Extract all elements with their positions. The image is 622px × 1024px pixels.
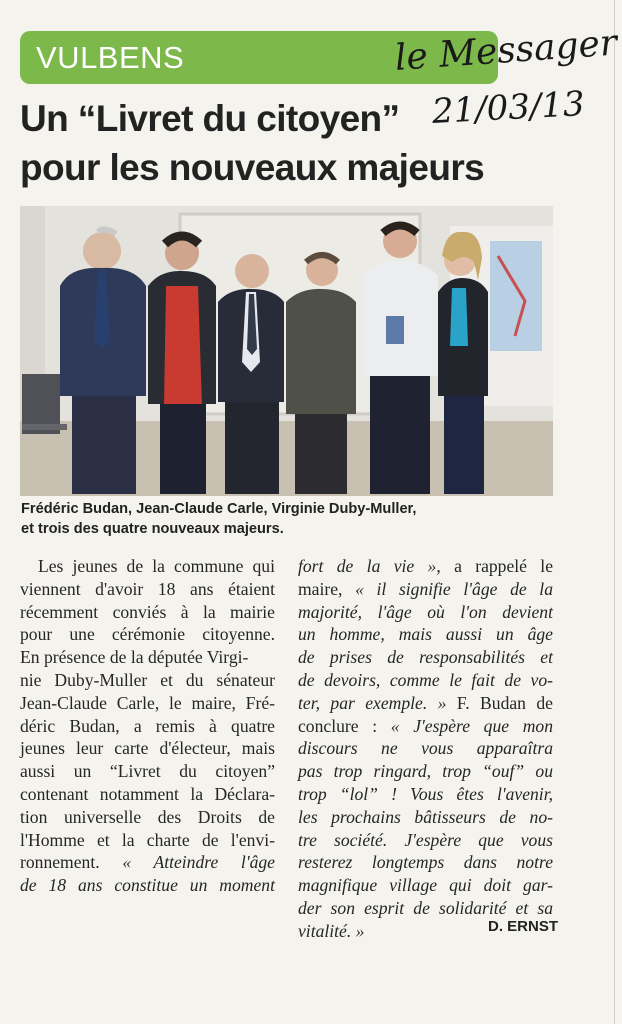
group-photo-illustration <box>20 206 553 496</box>
handwritten-paper-name: le Messager <box>393 22 619 79</box>
body-line: majorité, l'âge où l'on devient <box>298 601 553 622</box>
body-line: maire, « il signifie l'âge de la <box>298 578 553 599</box>
body-line: récemment conviés à la mairie <box>20 601 275 622</box>
body-line: contenant notamment la Déclara- <box>20 783 275 804</box>
headline-line-2: pour les nouveaux majeurs <box>20 147 485 188</box>
caption-line-2: et trois des quatre nouveaux majeurs. <box>21 521 284 537</box>
body-line: Les jeunes de la commune qui <box>38 556 275 576</box>
body-line: tion universelle des Droits de <box>20 806 275 827</box>
body-line: pour une cérémonie citoyenne. <box>20 624 275 645</box>
body-line: resterez longtemps dans notre <box>298 852 553 873</box>
group-photo <box>20 206 553 496</box>
section-label: VULBENS <box>36 40 185 75</box>
headline <box>20 94 500 192</box>
body-line: l'Homme et la charte de l'envi- <box>20 829 275 850</box>
body-line: pas trop ringard, trop “ouf” ou <box>298 761 553 782</box>
body-line: jeunes leur carte d'électeur, mais <box>20 738 275 759</box>
caption-line-1: Frédéric Budan, Jean-Claude Carle, Virginie Duby-Muller, <box>21 501 417 517</box>
byline: D. ERNST <box>488 918 559 935</box>
headline-line-1: Un “Livret du citoyen” <box>20 98 400 139</box>
body-line: ter, par exemple. » F. Budan de <box>298 692 553 713</box>
body-line: nie Duby-Muller et du sénateur <box>20 669 275 690</box>
body-line: aussi un “Livret du citoyen” <box>20 761 275 782</box>
body-line: viennent d'avoir 18 ans étaient <box>20 578 275 599</box>
body-line: En présence de la députée Virgi- <box>20 647 249 668</box>
body-line: ronnement. « Atteindre l'âge <box>20 852 275 873</box>
body-line: de prises de responsabilités et <box>298 647 553 668</box>
body-line: tre société. J'espère que vous <box>298 829 553 850</box>
body-line: der son esprit de solidarité et sa <box>298 897 553 918</box>
body-line: de devoirs, comme le fait de vo- <box>298 669 553 690</box>
body-line: un homme, mais aussi un âge <box>298 624 553 645</box>
body-line: déric Budan, a remis à quatre <box>20 715 275 736</box>
body-column-right <box>298 555 553 943</box>
photo-caption <box>21 499 561 539</box>
body-line: discours ne vous apparaîtra <box>298 738 553 759</box>
page-edge-line <box>614 0 615 1024</box>
body-line: de 18 ans constitue un moment <box>20 875 275 896</box>
body-line: Jean-Claude Carle, le maire, Fré- <box>20 692 275 713</box>
body-line: les prochains bâtisseurs de no- <box>298 806 553 827</box>
body-line: fort de la vie », a rappelé le <box>298 556 554 576</box>
handwritten-date: 21/03/13 <box>430 84 586 132</box>
body-line: trop “lol” ! Vous êtes l'avenir, <box>298 783 553 804</box>
body-column-left <box>20 555 275 897</box>
body-line: vitalité. » <box>298 920 365 941</box>
body-line: magnifique village qui doit gar- <box>298 875 553 896</box>
body-line: conclure : « J'espère que mon <box>298 715 554 736</box>
